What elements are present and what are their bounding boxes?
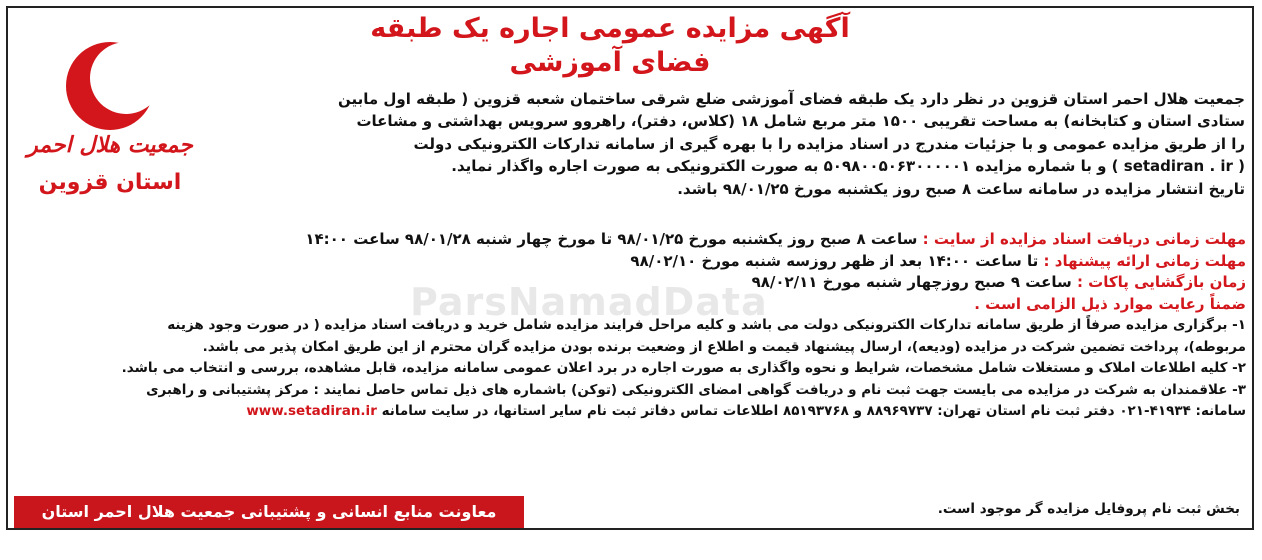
- notes-heading: ضمناً رعایت موارد ذیل الزامی است .: [974, 294, 1246, 313]
- deadline-label: مهلت زمانی دریافت اسناد مزایده از سایت :: [922, 230, 1246, 248]
- note-line: ۱- برگزاری مزایده صرفاً از طریق سامانه تدارکات الکترونیکی دولت می باشد و کلیه مراحل فرایند مزایده شامل خرید و دریافت اسناد مزایده ( در صورت وجود هزینه: [167, 317, 1246, 333]
- deadline-label: مهلت زمانی ارائه پیشنهاد :: [1043, 251, 1246, 270]
- intro-line: ( setadiran . ir ) و با شماره مزایده ۵۰۹۸۰۰۵۰۶۳۰۰۰۰۰۱ به صورت الکترونیکی به صورت اجاره واگذار نماید.: [451, 157, 1245, 176]
- contact-text: سامانه: ۴۱۹۳۴-۰۲۱ دفتر ثبت نام استان تهران: ۸۸۹۶۹۷۳۷ و ۸۵۱۹۳۷۶۸ اطلاعات تماس دفاتر ثبت نام سایر استانها، در سایت سامانه: [381, 403, 1246, 419]
- intro-block: [200, 88, 1245, 200]
- note-line: ۲- کلیه اطلاعات املاک و مستغلات شامل مشخصات، شرایط و نحوه واگذاری به صورت اجاره در برد اعلان عمومی سامانه مزایده، قابل مشاهده، بررسی و انتخاب می باشد.: [121, 360, 1246, 376]
- note-line: [16, 401, 1246, 423]
- publish-date: تاریخ انتشار مزایده در سامانه ساعت ۸ صبح روز یکشنبه مورخ ۹۸/۰۱/۲۵ باشد.: [677, 179, 1245, 198]
- note-line: مربوطه)، پرداخت تضمین شرکت در مزایده (ودیعه)، ارسال پیشنهاد قیمت و اطلاع از وضعیت برنده بودن مزایده گران محترم از این طریق امکان پذیر می باشد.: [202, 338, 1246, 355]
- logo-province-name: استان قزوین: [38, 170, 182, 195]
- deadline-value: تا ساعت ۱۴:۰۰ بعد از ظهر روزسه شنبه مورخ ۹۸/۰۲/۱۰: [630, 251, 1039, 270]
- deadline-offer: [16, 251, 1246, 273]
- watermark: ParsNamadData: [410, 280, 768, 324]
- ad-title: آگهی مزایده عمومی اجاره یک طبقه فضای آموزشی: [370, 13, 850, 78]
- footer-banner: معاونت منابع انسانی و پشتیبانی جمعیت هلال احمر استان قزوین: [14, 496, 524, 528]
- deadline-opening: [16, 272, 1246, 294]
- deadline-value: ساعت ۸ صبح روز یکشنبه مورخ ۹۸/۰۱/۲۵ تا مورخ چهار شنبه ۹۸/۰۱/۲۸ ساعت ۱۴:۰۰: [305, 230, 918, 248]
- deadline-label: زمان بازگشایی پاکات :: [1076, 273, 1246, 291]
- intro-line: ستادی استان و کتابخانه) به مساحت تقریبی ۱۵۰۰ متر مربع شامل ۱۸ (کلاس، دفتر)، راهروو سرویس بهداشتی و مشاعات: [356, 112, 1245, 131]
- details-block: [16, 229, 1246, 423]
- logo-org-name: جمعیت هلال احمر: [27, 132, 193, 158]
- last-line: بخش ثبت نام پروفایل مزایده گر موجود است.: [937, 501, 1240, 517]
- deadline-documents: [16, 229, 1246, 251]
- deadline-value: ساعت ۹ صبح روزچهار شنبه مورخ ۹۸/۰۲/۱۱: [751, 273, 1072, 291]
- website-link[interactable]: www.setadiran.ir: [246, 403, 377, 419]
- note-line: ۳- علاقمندان به شرکت در مزایده می بایست جهت ثبت نام و دریافت گواهی امضای الکترونیکی (توکن) باشماره های ذیل تماس حاصل نمایند : مرکز پشتیبانی و راهبری: [146, 381, 1246, 398]
- intro-line: جمعیت هلال احمر استان قزوین در نظر دارد یک طبقه فضای آموزشی ضلع شرقی ساختمان شعبه قزوین ( طبقه اول مابین: [337, 90, 1245, 108]
- intro-line: را از طریق مزایده عمومی و با جزئیات مندرج در اسناد مزایده را با بهره گیری از سامانه تدارکات الکترونیکی دولت: [413, 134, 1245, 153]
